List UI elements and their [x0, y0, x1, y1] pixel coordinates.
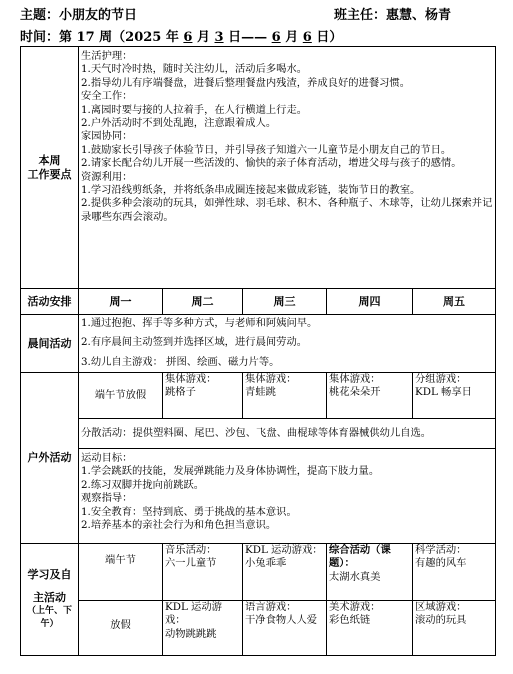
outdoor-wed-game: 青蛙跳	[245, 386, 276, 399]
learn-r1-thu	[327, 544, 413, 601]
focus-line: 资源利用：	[81, 170, 133, 183]
outdoor-thu-game: 桃花朵朵开	[329, 386, 381, 399]
morning-label: 晨间活动	[21, 315, 79, 373]
learn-r2-tue	[163, 601, 243, 656]
outdoor-fri-type: 分组游戏：	[415, 373, 467, 385]
goal-line: 运动目标：	[81, 452, 133, 464]
focus-label-1: 本周	[38, 154, 61, 168]
schedule-row	[21, 289, 496, 315]
learn-r1-tue-type: 音乐活动：	[165, 544, 217, 556]
outdoor-wed-type: 集体游戏：	[245, 373, 297, 385]
day-monday: 周一	[79, 289, 163, 315]
focus-line: 安全工作：	[81, 90, 133, 103]
focus-line: 1.离园时要与接的人拉着手，在人行横道上行走。	[81, 103, 308, 116]
goal-line: 1.学会跳跃的技能，发展弹跳能力及身体协调性，提高下肢力量。	[81, 465, 380, 478]
focus-line: 2.指导幼儿有序端餐盘，进餐后整理餐盘内残渣，养成良好的进餐习惯。	[81, 76, 411, 89]
outdoor-mon: 端午节放假	[79, 373, 163, 419]
time-line	[20, 26, 342, 45]
end-day: 6	[302, 30, 312, 45]
teacher-line	[334, 4, 451, 23]
day-friday: 周五	[413, 289, 496, 315]
learn-r1-fri	[413, 544, 496, 601]
start-day: 3	[214, 30, 224, 45]
learning-row-2	[21, 601, 496, 656]
goal-line: 2.培养基本的亲社会行为和角色担当意识。	[81, 519, 277, 532]
focus-label	[21, 47, 79, 289]
outdoor-scatter-text: 分散活动：提供塑料圈、尾巴、沙包、飞盘、曲棍球等体育器械供幼儿自选。	[81, 426, 432, 439]
day-tuesday: 周二	[163, 289, 243, 315]
goal-line: 观察指导：	[81, 492, 133, 505]
learn-r2-fri-type: 区域游戏：	[415, 601, 467, 613]
goal-line: 2.练习双脚并拢向前跳跃。	[81, 478, 205, 491]
morning-content	[79, 315, 496, 373]
morning-row	[21, 315, 496, 373]
focus-line: 1.学习沿线剪纸条，并将纸条串成圈连接起来做成彩链，装饰节日的教室。	[81, 184, 421, 197]
focus-line: 1.天气时冷时热，随时关注幼儿，活动后多喝水。	[81, 63, 308, 76]
outdoor-goals-row	[21, 449, 496, 544]
outdoor-tue-type: 集体游戏：	[165, 373, 217, 385]
outdoor-thu-type: 集体游戏：	[329, 373, 381, 385]
morning-line: 2.有序晨间主动签到并选择区域，进行晨间劳动。	[81, 336, 308, 349]
outdoor-scatter	[79, 419, 496, 449]
learn-r1-fri-type: 科学活动：	[415, 544, 467, 556]
outdoor-tue-game: 跳格子	[165, 386, 196, 399]
teacher-label: 班主任：	[334, 8, 387, 23]
learn-r1-tue	[163, 544, 243, 601]
outdoor-thu	[327, 373, 413, 419]
learning-label-2: 主活动	[33, 591, 66, 605]
learn-r1-wed-title: 小兔乖乖	[245, 557, 287, 570]
focus-label-2: 工作要点	[27, 167, 72, 181]
learn-r2-fri-title: 滚动的玩具	[415, 614, 467, 627]
focus-content	[79, 47, 496, 289]
focus-line: 2.请家长配合幼儿开展一些活泼的、愉快的亲子体育活动，增进父母与孩子的感情。	[81, 157, 462, 170]
day-thursday: 周四	[327, 289, 413, 315]
learning-label	[21, 544, 79, 656]
outdoor-wed	[243, 373, 327, 419]
focus-line: 1.鼓励家长引导孩子体验节日，并引导孩子知道六一儿童节是小朋友自己的节日。	[81, 143, 452, 156]
end-day-unit: 日）	[316, 30, 343, 45]
focus-line: 2.提供多种会滚动的玩具，如弹性球、羽毛球、积木、各种瓶子、木球等，让幼儿探索并记录哪些东西会滚动。	[81, 197, 493, 223]
weekly-plan-table	[20, 46, 496, 656]
learn-r1-wed	[243, 544, 327, 601]
theme-value: 小朋友的节日	[59, 8, 138, 23]
goal-line: 1.安全教育：坚持到底、勇于挑战的基本意识。	[81, 505, 297, 518]
morning-line: 3.幼儿自主游戏： 拼图、绘画、磁力片等。	[81, 355, 280, 368]
teacher-value: 惠慧、杨青	[386, 8, 452, 23]
learn-r1-mon: 端午节	[79, 544, 163, 601]
learn-r2-thu-title: 彩色纸链	[329, 614, 371, 627]
end-month-unit: 月	[285, 30, 299, 45]
learn-r1-fri-title: 有趣的风车	[415, 557, 467, 570]
focus-line: 2.户外活动时不到处乱跑，注意跟着成人。	[81, 117, 277, 130]
learn-r2-mon: 放假	[79, 601, 163, 656]
learning-label-1: 学习及自	[27, 567, 72, 581]
outdoor-fri-game: KDL 畅享日	[415, 386, 472, 399]
theme-label: 主题：	[20, 8, 60, 23]
learning-label-3: （上午、下午）	[26, 605, 72, 629]
learn-r2-tue-type: KDL 运动游戏：	[165, 601, 222, 627]
learn-r2-wed-type: 语言游戏：	[245, 601, 297, 613]
learn-r1-thu-title: 太湖水真美	[329, 570, 381, 583]
learning-row-1	[21, 544, 496, 601]
outdoor-tue	[163, 373, 243, 419]
morning-line: 1.通过抱抱、挥手等多种方式，与老师和阿姨问早。	[81, 317, 318, 329]
outdoor-label: 户外活动	[21, 373, 79, 544]
focus-line: 家园协同：	[81, 130, 133, 143]
outdoor-fri	[413, 373, 496, 419]
learn-r2-thu	[327, 601, 413, 656]
start-month: 6	[183, 30, 193, 45]
day-wednesday: 周三	[243, 289, 327, 315]
learn-r2-thu-type: 美术游戏：	[329, 601, 381, 613]
focus-row	[21, 47, 496, 289]
learn-r1-thu-type: 综合活动（课题）：	[329, 544, 391, 570]
learn-r2-tue-title: 动物跳跳跳	[165, 627, 217, 640]
outdoor-games-row	[21, 373, 496, 419]
learn-r2-wed-title: 干净食物人人爱	[245, 614, 318, 627]
learn-r2-wed	[243, 601, 327, 656]
schedule-label: 活动安排	[21, 289, 79, 315]
start-month-unit: 月	[196, 30, 210, 45]
learn-r1-tue-title: 六一儿童节	[165, 557, 217, 570]
time-prefix: 时间：第 17 周（2025 年	[20, 30, 179, 45]
start-day-unit: 日——	[228, 30, 268, 45]
theme-line	[20, 4, 137, 23]
learn-r1-wed-type: KDL 运动游戏：	[245, 544, 323, 556]
learn-r2-fri	[413, 601, 496, 656]
end-month: 6	[271, 30, 281, 45]
focus-line: 生活护理：	[81, 50, 133, 62]
outdoor-goals	[79, 449, 496, 544]
outdoor-scatter-row	[21, 419, 496, 449]
